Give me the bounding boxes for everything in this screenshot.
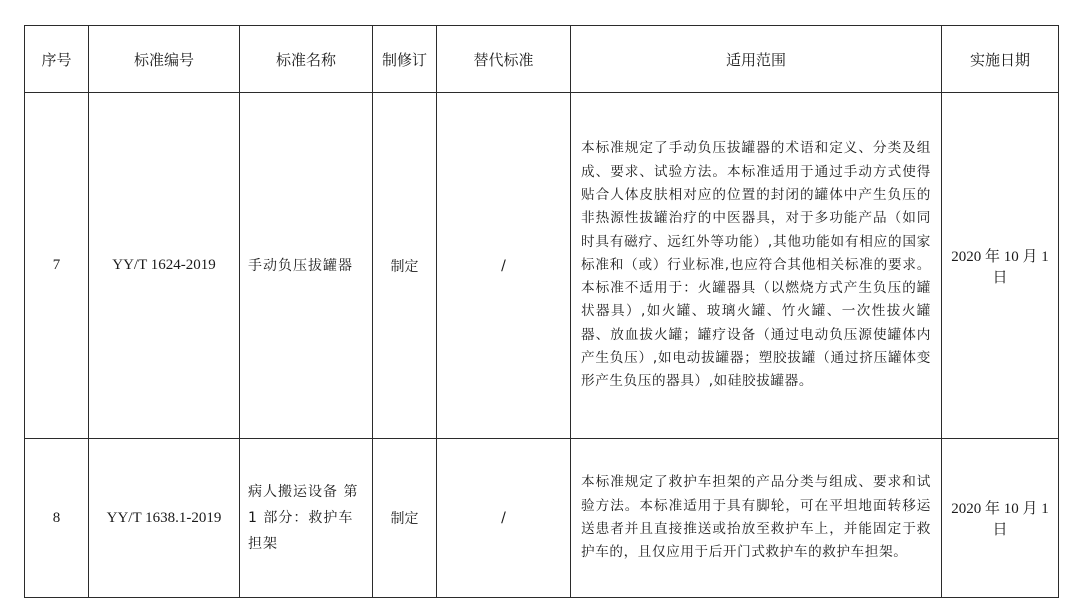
header-revision: 制修订	[373, 26, 437, 93]
header-scope: 适用范围	[571, 26, 942, 93]
table-row	[25, 439, 1059, 598]
header-row	[25, 26, 1059, 93]
cell-std-no: YY/T 1624-2019	[89, 93, 240, 439]
table-row	[25, 93, 1059, 439]
standards-table	[24, 25, 1059, 598]
cell-date: 2020 年 10 月 1 日	[942, 93, 1059, 439]
cell-replaces: /	[437, 93, 571, 439]
cell-seq: 7	[25, 93, 89, 439]
cell-std-name: 手动负压拔罐器	[240, 93, 373, 439]
cell-std-no: YY/T 1638.1-2019	[89, 439, 240, 598]
header-std-no: 标准编号	[89, 26, 240, 93]
cell-scope: 本标准规定了救护车担架的产品分类与组成、要求和试验方法。本标准适用于具有脚轮，可在平坦地面转移运送患者并且直接推送或抬放至救护车上，并能固定于救护车的，且仅应用于后开门式救护车的救护车担架。	[571, 439, 942, 598]
header-std-name: 标准名称	[240, 26, 373, 93]
cell-revision: 制定	[373, 93, 437, 439]
cell-std-name: 病人搬运设备 第 1 部分：救护车担架	[240, 439, 373, 598]
header-date: 实施日期	[942, 26, 1059, 93]
cell-scope: 本标准规定了手动负压拔罐器的术语和定义、分类及组成、要求、试验方法。本标准适用于通过手动方式使得贴合人体皮肤相对应的位置的封闭的罐体中产生负压的非热源性拔罐治疗的中医器具，对于多功能产品（如同时具有磁疗、远红外等功能）,其他功能如有相应的国家标准和（或）行业标准,也应符合其他相关标准的要求。本标准不适用于：火罐器具（以燃烧方式产生负压的罐状器具）,如火罐、玻璃火罐、竹火罐、一次性拔火罐器、放血拔火罐；罐疗设备（通过电动负压源使罐体内产生负压）,如电动拔罐器；塑胶拔罐（通过挤压罐体变形产生负压的器具）,如硅胶拔罐器。	[571, 93, 942, 439]
header-seq: 序号	[25, 26, 89, 93]
cell-seq: 8	[25, 439, 89, 598]
cell-replaces: /	[437, 439, 571, 598]
cell-date: 2020 年 10 月 1 日	[942, 439, 1059, 598]
cell-revision: 制定	[373, 439, 437, 598]
header-replaces: 替代标准	[437, 26, 571, 93]
